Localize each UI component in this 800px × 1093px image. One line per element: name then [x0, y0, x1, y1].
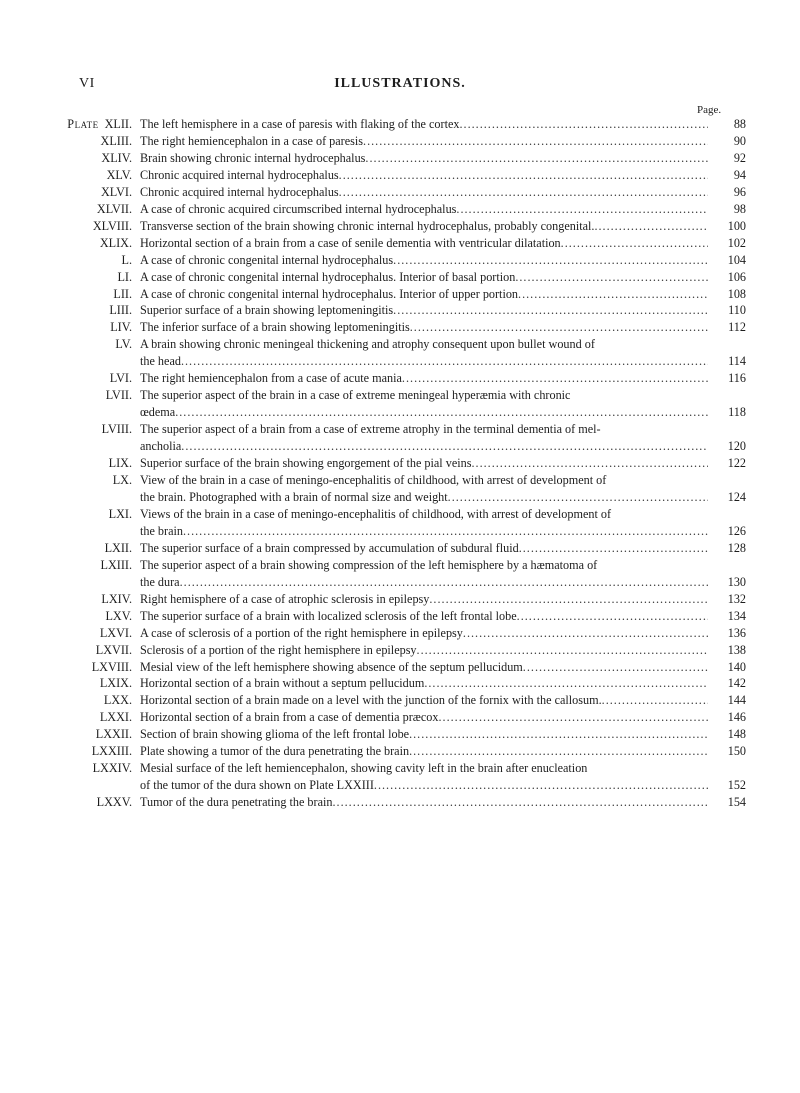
- plate-number: [66, 455, 140, 472]
- page-number: 124: [727, 489, 746, 504]
- page-number: 126: [727, 523, 746, 538]
- dot-leader: [424, 675, 708, 692]
- dot-leader: [181, 353, 708, 370]
- page-column-label: Page.: [697, 104, 722, 116]
- plate-numeral: LI.: [117, 269, 132, 284]
- plate-number: [66, 286, 140, 303]
- page-number: 104: [727, 252, 746, 267]
- plate-number: [66, 252, 140, 269]
- plate-numeral: LXV.: [105, 608, 132, 623]
- plate-caption-line: Horizontal section of a brain from a case of dementia præcox: [140, 710, 439, 725]
- plate-entry: [66, 709, 746, 726]
- dot-leader: [180, 574, 708, 591]
- plate-number: [66, 235, 140, 252]
- dot-leader: [459, 116, 708, 133]
- plate-number: [66, 387, 140, 421]
- plate-number: [66, 269, 140, 286]
- page-number: 118: [728, 405, 746, 420]
- dot-leader: [517, 608, 708, 625]
- plate-number: [66, 319, 140, 336]
- plate-entry: [66, 608, 746, 625]
- plate-entry: [66, 472, 746, 506]
- plate-entry: [66, 455, 746, 472]
- plate-number: [66, 692, 140, 709]
- plate-number: [66, 506, 140, 540]
- dot-leader: [393, 302, 708, 319]
- page-number: 120: [727, 439, 746, 454]
- dot-leader: [332, 794, 708, 811]
- page-number: 88: [733, 117, 746, 131]
- plate-numeral: XLVIII.: [92, 218, 132, 233]
- page-number: 152: [727, 778, 746, 793]
- dot-leader: [438, 709, 708, 726]
- dot-leader: [463, 625, 708, 642]
- dot-leader: [183, 523, 708, 540]
- plate-caption-line: ancholia: [140, 439, 182, 454]
- plate-numeral: XLV.: [106, 167, 132, 182]
- plate-entry: [66, 726, 746, 743]
- plate-number: [66, 625, 140, 642]
- page-number: 142: [727, 676, 746, 691]
- dot-leader: [448, 489, 708, 506]
- plate-entry: [66, 557, 746, 591]
- plate-number: [66, 709, 140, 726]
- plate-entry: [66, 421, 746, 455]
- dot-leader: [363, 133, 708, 150]
- plate-caption-line: Section of brain showing glioma of the left frontal lobe: [140, 727, 410, 742]
- plate-caption-line: Mesial surface of the left hemiencephalon, showing cavity left in the brain after enucleation: [140, 761, 588, 776]
- page-number: 132: [727, 591, 746, 606]
- dot-leader: [561, 235, 708, 252]
- page-number: 154: [727, 795, 746, 810]
- dot-leader: [594, 218, 708, 235]
- plate-caption-line: Transverse section of the brain showing chronic internal hydrocephalus, probably congenital.: [140, 218, 595, 233]
- plate-caption-line: The right hemiencephalon in a case of paresis: [140, 133, 364, 148]
- plate-number: [66, 421, 140, 455]
- plate-numeral: XLIV.: [101, 150, 132, 165]
- plate-caption-line: A case of chronic congenital internal hydrocephalus. Interior of basal portion: [140, 269, 516, 284]
- plate-number: [66, 642, 140, 659]
- plate-entry: [66, 336, 746, 370]
- plate-numeral: LXX.: [103, 693, 132, 708]
- page-number: 140: [727, 659, 746, 674]
- plate-numeral: LIV.: [110, 320, 132, 335]
- page-number: 114: [728, 354, 746, 369]
- plate-numeral: LXXI.: [99, 710, 132, 725]
- dot-leader: [456, 201, 708, 218]
- plate-numeral: LVII.: [105, 388, 132, 403]
- plate-entry: [66, 235, 746, 252]
- plate-number: [66, 370, 140, 387]
- plate-caption-line: Brain showing chronic internal hydrocephalus: [140, 150, 366, 165]
- plate-caption-line: The superior surface of a brain with localized sclerosis of the left frontal lobe: [140, 608, 517, 623]
- plate-numeral: LXIV.: [101, 591, 132, 606]
- plate-number: [66, 760, 140, 794]
- dot-leader: [515, 269, 708, 286]
- plate-number: [66, 591, 140, 608]
- dot-leader: [409, 743, 708, 760]
- plate-entry: [66, 591, 746, 608]
- plate-number: [66, 540, 140, 557]
- plate-numeral: LII.: [113, 286, 132, 301]
- dot-leader: [374, 777, 708, 794]
- plate-entry: [66, 133, 746, 150]
- plate-entry: [66, 370, 746, 387]
- dot-leader: [393, 252, 708, 269]
- plate-numeral: LV.: [115, 337, 132, 352]
- page-number: 102: [727, 235, 746, 250]
- page-number: 90: [733, 133, 746, 148]
- plate-numeral: XLII.: [104, 117, 132, 131]
- plate-caption-line: A brain showing chronic meningeal thickening and atrophy consequent upon bullet wound of: [140, 337, 595, 352]
- plate-numeral: LXIX.: [99, 676, 132, 691]
- plate-caption-line: Chronic acquired internal hydrocephalus: [140, 184, 339, 199]
- dot-leader: [402, 370, 708, 387]
- plate-entry: [66, 625, 746, 642]
- page-number: 138: [727, 642, 746, 657]
- page-folio: VI: [79, 76, 95, 91]
- plate-entry: [66, 675, 746, 692]
- page-number: 146: [727, 710, 746, 725]
- page-number: 130: [727, 574, 746, 589]
- dot-leader: [519, 540, 708, 557]
- dot-leader: [471, 455, 708, 472]
- plate-number: [66, 659, 140, 676]
- plate-numeral: XLIII.: [100, 133, 132, 148]
- plate-entry: [66, 760, 746, 794]
- plate-number: [66, 116, 140, 133]
- running-header: [0, 76, 800, 96]
- plate-entry: [66, 302, 746, 319]
- plate-caption-line: A case of chronic acquired circumscribed internal hydrocephalus: [140, 201, 457, 216]
- dot-leader: [429, 591, 708, 608]
- dot-leader: [417, 642, 708, 659]
- dot-leader: [339, 167, 708, 184]
- plate-prefix: Plate: [67, 117, 99, 131]
- plate-entry: [66, 387, 746, 421]
- plate-numeral: LXXIII.: [91, 744, 132, 759]
- plate-numeral: LXVI.: [99, 625, 132, 640]
- dot-leader: [602, 692, 708, 709]
- plate-number: [66, 675, 140, 692]
- plate-number: [66, 336, 140, 370]
- page-number: 92: [733, 150, 746, 165]
- plate-caption-line: Superior surface of the brain showing engorgement of the pial veins: [140, 456, 472, 471]
- plate-entry: [66, 540, 746, 557]
- plate-numeral: XLIX.: [99, 235, 132, 250]
- illustrations-list: [66, 116, 746, 811]
- plate-number: [66, 218, 140, 235]
- plate-entry: [66, 116, 746, 133]
- plate-numeral: L.: [121, 252, 132, 267]
- plate-caption-line: View of the brain in a case of meningo-encephalitis of childhood, with arrest of development of: [140, 473, 607, 488]
- dot-leader: [339, 184, 708, 201]
- plate-numeral: LVI.: [109, 371, 132, 386]
- plate-number: [66, 133, 140, 150]
- plate-entry: [66, 184, 746, 201]
- plate-caption-line: The superior aspect of a brain from a case of extreme atrophy in the terminal dementia of mel-: [140, 422, 601, 437]
- plate-entry: [66, 252, 746, 269]
- plate-entry: [66, 150, 746, 167]
- plate-entry: [66, 794, 746, 811]
- dot-leader: [175, 404, 708, 421]
- plate-entry: [66, 642, 746, 659]
- plate-number: [66, 472, 140, 506]
- plate-numeral: LIX.: [108, 456, 132, 471]
- page-number: 134: [727, 608, 746, 623]
- plate-caption-line: œdema: [140, 405, 176, 420]
- plate-number: [66, 608, 140, 625]
- plate-numeral: XLVI.: [100, 184, 132, 199]
- plate-caption-line: The superior surface of a brain compressed by accumulation of subdural fluid: [140, 540, 519, 555]
- page-number: 128: [727, 540, 746, 555]
- plate-caption-line: the brain. Photographed with a brain of normal size and weight: [140, 489, 448, 504]
- plate-caption-line: the head: [140, 354, 181, 369]
- running-title: ILLUSTRATIONS.: [334, 76, 466, 91]
- plate-caption-line: Superior surface of a brain showing leptomeningitis: [140, 303, 394, 318]
- page-number: 144: [727, 693, 746, 708]
- plate-numeral: LVIII.: [101, 422, 132, 437]
- plate-numeral: LXXIV.: [92, 761, 132, 776]
- plate-numeral: LXI.: [108, 506, 132, 521]
- page-number: 110: [728, 303, 746, 318]
- page-number: 94: [733, 167, 746, 182]
- plate-entry: [66, 269, 746, 286]
- page-number: 116: [728, 371, 746, 386]
- page-number: 112: [728, 320, 746, 335]
- plate-caption-line: Sclerosis of a portion of the right hemisphere in epilepsy: [140, 642, 417, 657]
- plate-number: [66, 302, 140, 319]
- plate-numeral: LXXV.: [96, 795, 132, 810]
- page-number: 106: [727, 269, 746, 284]
- plate-caption-line: The left hemisphere in a case of paresis with flaking of the cortex: [140, 117, 460, 131]
- plate-numeral: LXIII.: [100, 557, 132, 572]
- plate-entry: [66, 218, 746, 235]
- plate-entry: [66, 201, 746, 218]
- page-number: 98: [733, 201, 746, 216]
- page-number: 100: [727, 218, 746, 233]
- plate-caption-line: The inferior surface of a brain showing leptomeningitis: [140, 320, 410, 335]
- plate-number: [66, 167, 140, 184]
- plate-caption-line: Chronic acquired internal hydrocephalus: [140, 167, 339, 182]
- plate-numeral: LX.: [112, 473, 132, 488]
- plate-entry: [66, 659, 746, 676]
- plate-number: [66, 794, 140, 811]
- page-number: 136: [727, 625, 746, 640]
- plate-numeral: LXVIII.: [91, 659, 132, 674]
- plate-caption-line: Right hemisphere of a case of atrophic sclerosis in epilepsy: [140, 591, 430, 606]
- page-number: 96: [733, 184, 746, 199]
- page-number: 108: [727, 286, 746, 301]
- plate-entry: [66, 506, 746, 540]
- plate-numeral: LXII.: [104, 540, 132, 555]
- plate-caption-line: of the tumor of the dura shown on Plate LXXIII: [140, 778, 374, 793]
- plate-caption-line: The right hemiencephalon from a case of acute mania: [140, 371, 402, 386]
- plate-number: [66, 201, 140, 218]
- dot-leader: [365, 150, 708, 167]
- dot-leader: [181, 438, 708, 455]
- plate-numeral: LXVII.: [95, 642, 132, 657]
- plate-caption-line: The superior aspect of the brain in a case of extreme meningeal hyperæmia with chronic: [140, 388, 571, 403]
- plate-caption-line: the brain: [140, 523, 183, 538]
- plate-number: [66, 184, 140, 201]
- plate-number: [66, 557, 140, 591]
- plate-entry: [66, 167, 746, 184]
- plate-caption-line: A case of chronic congenital internal hydrocephalus: [140, 252, 394, 267]
- dot-leader: [410, 319, 708, 336]
- plate-number: [66, 150, 140, 167]
- plate-caption-line: Horizontal section of a brain from a case of senile dementia with ventricular dilatation: [140, 235, 561, 250]
- plate-entry: [66, 319, 746, 336]
- dot-leader: [523, 659, 708, 676]
- plate-entry: [66, 692, 746, 709]
- plate-entry: [66, 743, 746, 760]
- plate-numeral: LIII.: [109, 303, 132, 318]
- plate-caption-line: The superior aspect of a brain showing compression of the left hemisphere by a hæmatoma of: [140, 557, 598, 572]
- plate-numeral: LXXII.: [95, 727, 132, 742]
- plate-entry: [66, 286, 746, 303]
- page-number: 150: [727, 744, 746, 759]
- plate-number: [66, 743, 140, 760]
- plate-caption-line: Views of the brain in a case of meningo-encephalitis of childhood, with arrest of development of: [140, 506, 612, 521]
- page-number: 122: [727, 456, 746, 471]
- plate-caption-line: A case of chronic congenital internal hydrocephalus. Interior of upper portion: [140, 286, 519, 301]
- page-number: 148: [727, 727, 746, 742]
- plate-caption-line: Horizontal section of a brain without a septum pellucidum: [140, 676, 425, 691]
- dot-leader: [518, 286, 708, 303]
- plate-numeral: XLVII.: [96, 201, 132, 216]
- plate-caption-line: the dura: [140, 574, 180, 589]
- plate-caption-line: Mesial view of the left hemisphere showing absence of the septum pellucidum: [140, 659, 523, 674]
- plate-caption-line: Tumor of the dura penetrating the brain: [140, 795, 333, 810]
- plate-number: [66, 726, 140, 743]
- plate-caption-line: Plate showing a tumor of the dura penetrating the brain: [140, 744, 410, 759]
- plate-caption-line: A case of sclerosis of a portion of the right hemisphere in epilepsy: [140, 625, 463, 640]
- dot-leader: [409, 726, 708, 743]
- plate-caption-line: Horizontal section of a brain made on a level with the junction of the fornix with the callosum.: [140, 693, 602, 708]
